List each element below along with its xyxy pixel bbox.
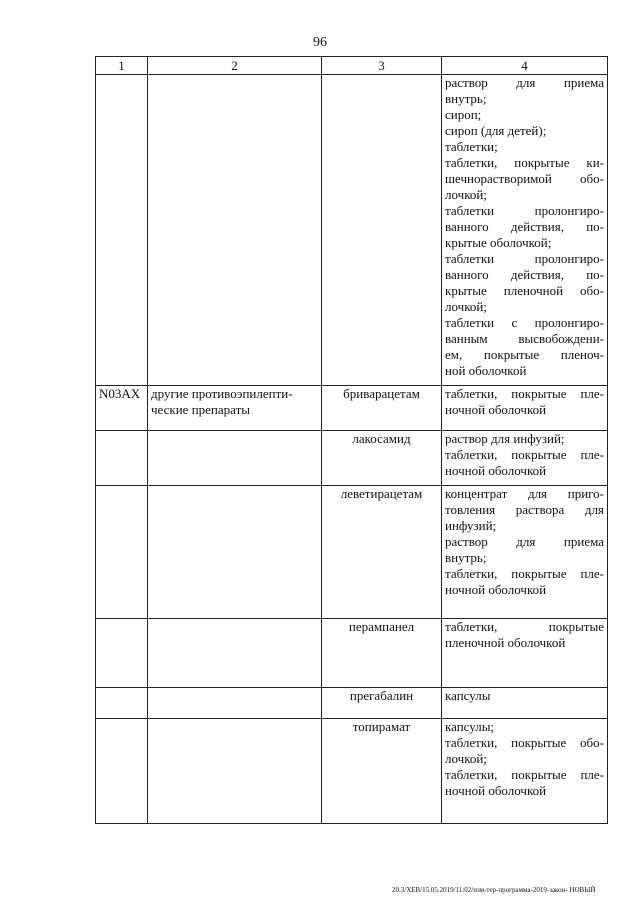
text-line: таблетки пролонгиро- <box>445 251 604 266</box>
text-line: лочкой; <box>445 299 487 314</box>
text-line: таблетки, покрытые пле- <box>445 767 604 782</box>
table-row <box>96 719 608 824</box>
atc-code-cell <box>96 619 148 688</box>
drug-name: прегабалин <box>349 688 414 703</box>
group-name-cell <box>148 486 322 619</box>
text-line: концентрат для приго- <box>445 486 604 501</box>
atc-code-cell <box>96 486 148 619</box>
text-line: таблетки, покрытые ки- <box>445 155 604 170</box>
document-footer: 20.3/ХЕВ/15.05.2019/11:02/изм-тер-программа-2019-закон- НОВЫЙ <box>392 886 596 894</box>
text-line: ванным высвобождени- <box>445 331 604 346</box>
group-name-cell <box>148 688 322 719</box>
text-line: капсулы <box>445 688 491 703</box>
text-line: таблетки; <box>445 139 498 154</box>
group-name-cell <box>148 75 322 386</box>
text-line: другие противоэпилепти- <box>151 386 293 401</box>
drug-name-cell <box>322 688 442 719</box>
drug-name: бриварацетам <box>343 386 420 401</box>
group-name-cell <box>148 431 322 486</box>
group-name-cell <box>148 719 322 824</box>
drug-name-cell <box>322 619 442 688</box>
dosage-forms-cell <box>442 619 608 688</box>
dosage-forms-cell <box>442 486 608 619</box>
drug-name: лакосамид <box>352 431 411 446</box>
text-line: ванного действия, по- <box>445 219 604 234</box>
drug-name-cell <box>322 431 442 486</box>
text-line: таблетки, покрытые пле- <box>445 566 604 581</box>
dosage-forms-cell <box>442 688 608 719</box>
atc-code-cell <box>96 431 148 486</box>
text-line: таблетки, покрытые обо- <box>445 735 604 750</box>
text-line: инфузий; <box>445 518 497 533</box>
text-line: крытые пленочной обо- <box>445 283 604 298</box>
table-row <box>96 619 608 688</box>
text-line: внутрь; <box>445 91 487 106</box>
text-line: лочкой; <box>445 187 487 202</box>
group-name-cell <box>148 386 322 431</box>
column-header: 3 <box>322 57 442 75</box>
text-line: таблетки, покрытые пле- <box>445 447 604 462</box>
drug-name-cell <box>322 719 442 824</box>
text-line: сироп; <box>445 107 482 122</box>
text-line: раствор для приема <box>445 534 604 549</box>
table-row <box>96 75 608 386</box>
text-line: шечнорастворимой обо- <box>445 171 604 186</box>
table-header-row <box>96 57 608 75</box>
text-line: пленочной оболочкой <box>445 635 566 650</box>
drug-name: перампанел <box>348 619 415 634</box>
drug-name-cell <box>322 75 442 386</box>
text-line: таблетки пролонгиро- <box>445 203 604 218</box>
drug-name-cell <box>322 386 442 431</box>
table-row <box>96 486 608 619</box>
text-line: крытые оболочкой; <box>445 235 552 250</box>
drug-name: леветирацетам <box>340 486 423 501</box>
atc-code-cell <box>96 688 148 719</box>
text-line: ночной оболочкой <box>445 783 547 798</box>
dosage-forms-cell <box>442 386 608 431</box>
text-line: лочкой; <box>445 751 487 766</box>
text-line: ночной оболочкой <box>445 402 547 417</box>
text-line: ем, покрытые пленоч- <box>445 347 604 362</box>
table-row <box>96 386 608 431</box>
dosage-forms-cell <box>442 431 608 486</box>
text-line: таблетки с пролонгиро- <box>445 315 604 330</box>
text-line: капсулы; <box>445 719 495 734</box>
text-line: товления раствора для <box>445 502 604 517</box>
column-header: 4 <box>442 57 608 75</box>
text-line: ванного действия, по- <box>445 267 604 282</box>
dosage-forms-cell <box>442 75 608 386</box>
column-header: 1 <box>96 57 148 75</box>
text-line: раствор для инфузий; <box>445 431 565 446</box>
drug-name: топирамат <box>352 719 411 734</box>
table-row <box>96 688 608 719</box>
page-number: 96 <box>313 35 327 50</box>
text-line: таблетки, покрытые пле- <box>445 386 604 401</box>
text-line: таблетки, покрытые <box>445 619 604 634</box>
dosage-forms-cell <box>442 719 608 824</box>
text-line: ческие препараты <box>151 402 250 417</box>
atc-code-cell <box>96 719 148 824</box>
atc-code: N03AX <box>99 386 141 401</box>
drug-table <box>95 56 608 824</box>
group-name-cell <box>148 619 322 688</box>
atc-code-cell <box>96 75 148 386</box>
atc-code-cell <box>96 386 148 431</box>
column-header: 2 <box>148 57 322 75</box>
text-line: сироп (для детей); <box>445 123 547 138</box>
drug-name-cell <box>322 486 442 619</box>
table-row <box>96 431 608 486</box>
text-line: ной оболочкой <box>445 363 527 378</box>
text-line: раствор для приема <box>445 75 604 90</box>
text-line: ночной оболочкой <box>445 463 547 478</box>
text-line: внутрь; <box>445 550 487 565</box>
text-line: ночной оболочкой <box>445 582 547 597</box>
